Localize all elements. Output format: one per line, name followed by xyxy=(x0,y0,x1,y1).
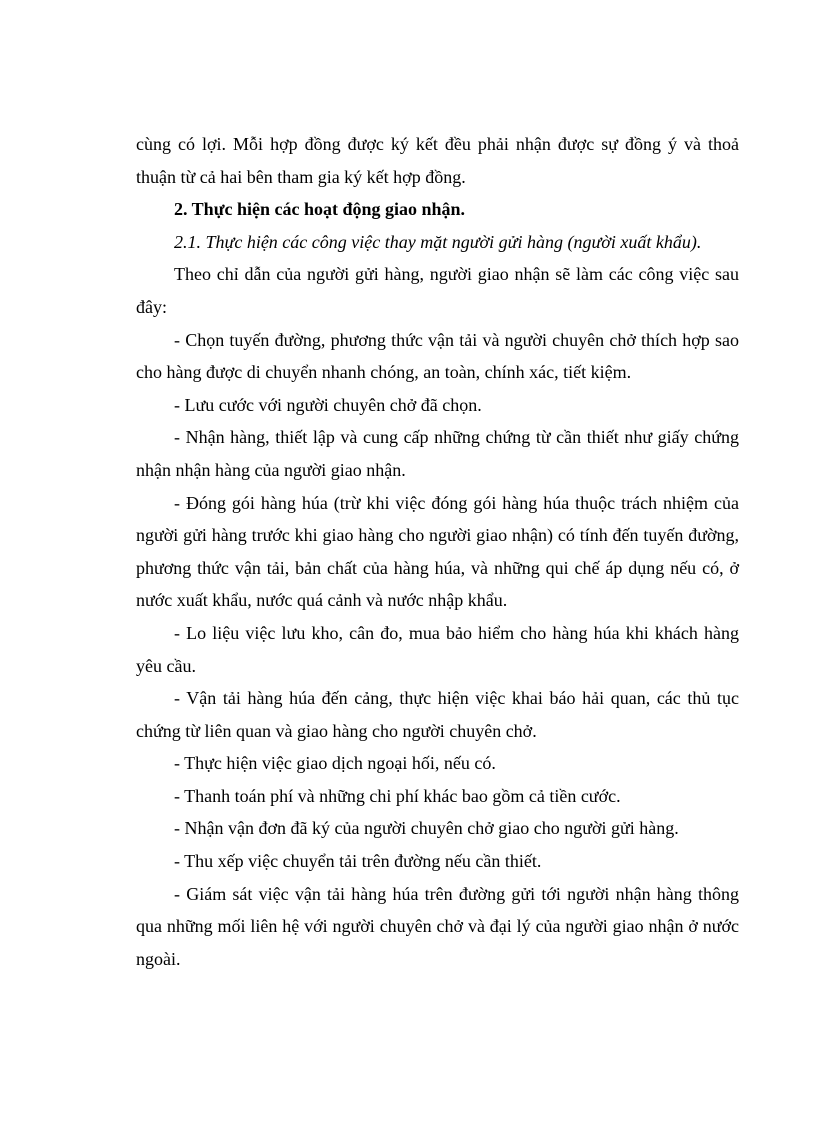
list-item: - Lưu cước với người chuyên chở đã chọn. xyxy=(174,394,482,415)
list-item: - Nhận vận đơn đã ký của người chuyên chở giao cho người gửi hàng. xyxy=(174,818,679,839)
list-item: - Vận tải hàng húa đến cảng, thực hiện việc khai báo hải quan, các thủ tục chứng từ liên quan và giao hàng cho người chuyên chở. xyxy=(136,688,739,741)
list-item: - Thanh toán phí và những chi phí khác bao gồm cả tiền cước. xyxy=(174,785,621,806)
list-item: - Đóng gói hàng húa (trừ khi việc đóng gói hàng húa thuộc trách nhiệm của người gửi hàng trước khi giao hàng cho người giao nhận) có tính đến tuyến đường, phương thức vận tải, bản chất của hàng húa, và những qui chế áp dụng nếu có, ở nước xuất khẩu, nước quá cảnh và nước nhập khẩu. xyxy=(136,492,739,611)
list-item: - Giám sát việc vận tải hàng húa trên đường gửi tới người nhận hàng thông qua những mối liên hệ với người chuyên chở và đại lý của người giao nhận ở nước ngoài. xyxy=(136,883,739,969)
list-item: - Thực hiện việc giao dịch ngoại hối, nếu có. xyxy=(174,753,496,774)
list-item: - Nhận hàng, thiết lập và cung cấp những chứng từ cần thiết như giấy chứng nhận nhận hàng của người giao nhận. xyxy=(136,427,739,480)
paragraph-continuation: cùng có lợi. Mỗi hợp đồng được ký kết đều phải nhận được sự đồng ý và thoả thuận từ cả hai bên tham gia ký kết hợp đồng. xyxy=(136,134,739,187)
list-item: - Chọn tuyến đường, phương thức vận tải và người chuyên chở thích hợp sao cho hàng được di chuyển nhanh chóng, an toàn, chính xác, tiết kiệm. xyxy=(136,329,739,383)
list-item: - Thu xếp việc chuyển tải trên đường nếu cần thiết. xyxy=(174,851,542,872)
document-page xyxy=(136,128,739,975)
subsection-heading: 2.1. Thực hiện các công việc thay mặt người gửi hàng (người xuất khẩu). xyxy=(174,231,702,252)
section-heading: 2. Thực hiện các hoạt động giao nhận. xyxy=(174,199,466,220)
list-item: - Lo liệu việc lưu kho, cân đo, mua bảo hiểm cho hàng húa khi khách hàng yêu cầu. xyxy=(136,622,739,676)
paragraph-intro: Theo chỉ dẫn của người gửi hàng, người giao nhận sẽ làm các công việc sau đây: xyxy=(136,264,739,317)
